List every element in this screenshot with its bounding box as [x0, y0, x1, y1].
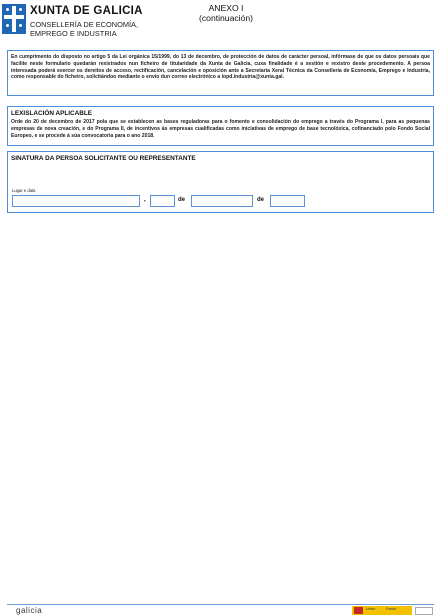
month-field[interactable] [191, 195, 253, 207]
de-separator-1: de [178, 197, 186, 203]
place-date-label: Lugar e data [12, 188, 36, 193]
year-field[interactable] [270, 195, 305, 207]
eu-flag-icon [354, 607, 363, 614]
privacy-notice-text: En cumprimento do disposto no artigo 5 da Lei orgánica 15/1999, do 13 de decembro, de protección de datos de carácter persoal, infórmase de que os datos persoais que facilite neste formulario quedarán rexistrados nun ficheiro de titularidade da Xunta de Galicia, cuxa finalidade é a xestión e rexistro deste procedemento. A persoa interesada poderá exercer os dereitos de acceso, rectificación, cancelación e oposición ante a Secretaría Xeral Técnica da Consellería de Economía, Emprego e Industria, como responsable do ficheiro, solicitándoo mediante o envío dun correo electrónico a lopd.industria@xunta.gal. [11, 54, 430, 81]
legislation-box [7, 106, 434, 146]
eu-funding-badge [352, 606, 412, 615]
place-field[interactable] [12, 195, 140, 207]
annex-title-block [186, 3, 266, 23]
day-field[interactable] [150, 195, 175, 207]
footer-divider [7, 604, 434, 605]
privacy-notice-box [7, 50, 434, 96]
annex-title: ANEXO I [208, 3, 244, 13]
legislation-heading: LEXISLACIÓN APLICABLE [11, 110, 93, 117]
galicia-logo: galicia [16, 606, 43, 615]
xunta-shield-icon [2, 4, 26, 34]
annex-subtitle: (continuación) [199, 13, 253, 23]
eu-badge-text-2: Fondo [386, 607, 397, 611]
department-line-2: EMPREGO E INDUSTRIA [30, 29, 117, 38]
signature-box [7, 151, 434, 213]
footer-end-mark [415, 607, 433, 615]
org-name: XUNTA DE GALICIA [30, 5, 143, 17]
eu-badge-text-1: Unión [366, 607, 376, 611]
comma-separator: , [144, 197, 146, 203]
de-separator-2: de [257, 197, 265, 203]
legislation-text: Orde do 20 de decembro de 2017 pola que se establecen as bases reguladoras para o fomento e consolidación do emprego a través do Programa I, para as pequenas empresas de nova creación, e do Programa II, de incentivos ás empresas cualificadas como iniciativas de emprego de base tecnolóxica, cofinanciado polo Fondo Social Europeo, e se procede á súa convocatoria para o ano 2018. [11, 119, 430, 139]
signature-heading: SINATURA DA PERSOA SOLICITANTE OU REPRESENTANTE [11, 155, 196, 162]
department-line-1: CONSELLERÍA DE ECONOMÍA, [30, 20, 139, 29]
